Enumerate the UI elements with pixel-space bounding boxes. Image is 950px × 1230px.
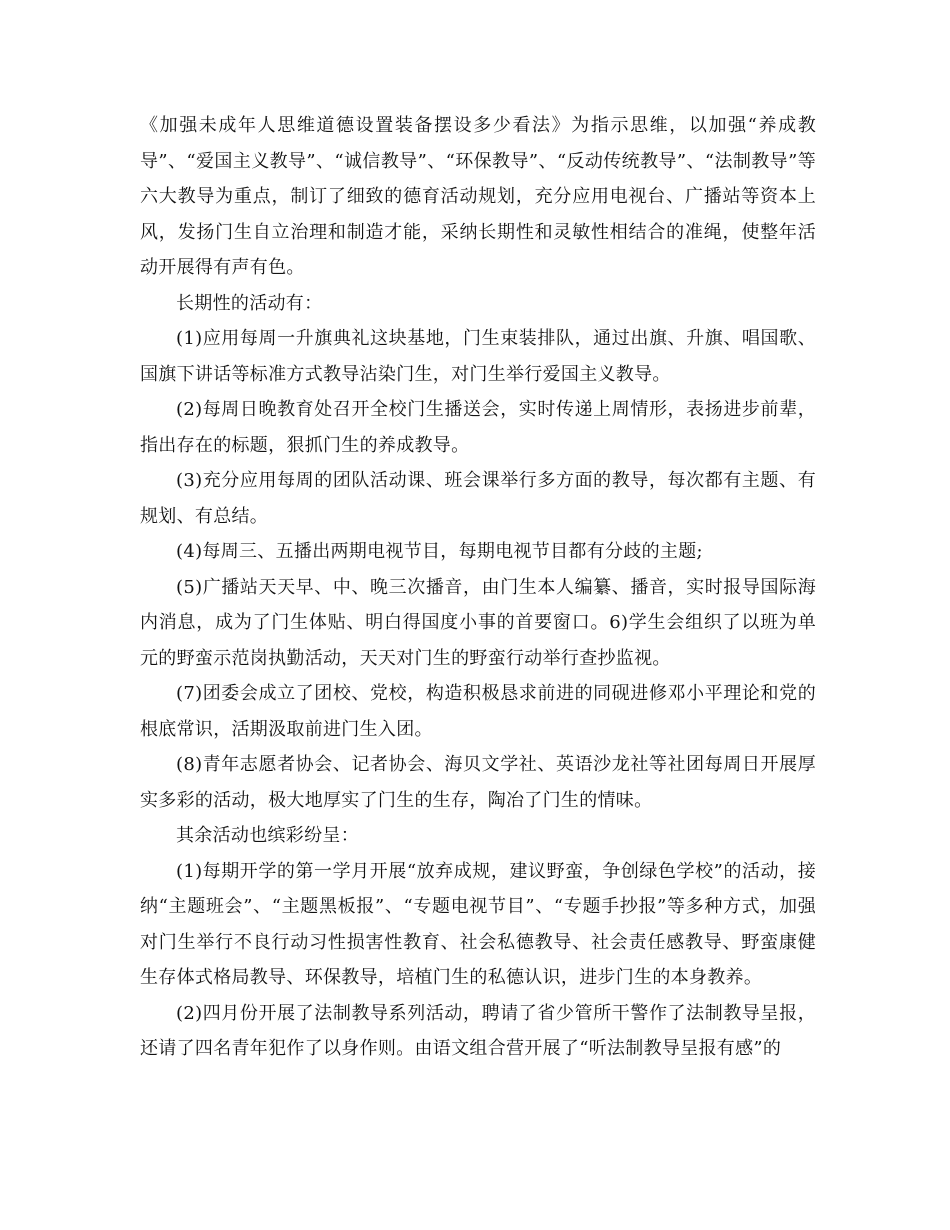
paragraph: (7)团委会成立了团校、党校，构造积极恳求前进的同砚进修邓小平理论和党的根底常识，活期汲取前进门生入团。 <box>140 683 816 740</box>
document-page <box>140 108 816 1067</box>
paragraph: (1)每期开学的第一学月开展“放弃成规，建议野蛮，争创绿色学校”的活动，接纳“主题班会”、“主题黑板报”、“专题电视节目”、“专题手抄报”等多种方式，加强对门生举行不良行动习性损害性教育、社会私德教导、社会责任感教导、野蛮康健生存体式格局教导、环保教导，培植门生的私德认识，进步门生的本身教养。 <box>140 860 816 988</box>
paragraph: (5)广播站天天早、中、晚三次播音，由门生本人编纂、播音，实时报导国际海内消息，成为了门生体贴、明白得国度小事的首要窗口。6)学生会组织了以班为单元的野蛮示范岗执勤活动，天天对门生的野蛮行动举行查抄监视。 <box>140 576 816 669</box>
paragraph: (2)每周日晚教育处召开全校门生播送会，实时传递上周情形，表扬进步前辈，指出存在的标题，狠抓门生的养成教导。 <box>140 399 816 456</box>
paragraph: 其余活动也缤彩纷呈： <box>176 825 359 846</box>
paragraph: 长期性的活动有： <box>176 292 323 314</box>
paragraph: (3)充分应用每周的团队活动课、班会课举行多方面的教导，每次都有主题、有规划、有总结。 <box>140 470 816 527</box>
paragraph: (8)青年志愿者协会、记者协会、海贝文学社、英语沙龙社等社团每周日开展厚实多彩的活动，极大地厚实了门生的生存，陶冶了门生的情味。 <box>140 754 816 811</box>
paragraph: (2)四月份开展了法制教导系列活动，聘请了省少管所干警作了法制教导呈报，还请了四名青年犯作了以身作则。由语文组合营开展了“听法制教导呈报有感”的 <box>140 1002 816 1059</box>
paragraph: (1)应用每周一升旗典礼这块基地，门生束装排队，通过出旗、升旗、唱国歌、国旗下讲话等标准方式教导沾染门生，对门生举行爱国主义教导。 <box>140 328 816 385</box>
paragraph: 《加强未成年人思维道德设置装备摆设多少看法》为指示思维，以加强“养成教导”、“爱国主义教导”、“诚信教导”、“环保教导”、“反动传统教导”、“法制教导”等六大教导为重点，制订了细致的德育活动规划，充分应用电视台、广播站等资本上风，发扬门生自立治理和制造才能，采纳长期性和灵敏性相结合的准绳，使整年活动开展得有声有色。 <box>140 115 816 278</box>
paragraph: (4)每周三、五播出两期电视节目，每期电视节目都有分歧的主题; <box>176 541 703 562</box>
